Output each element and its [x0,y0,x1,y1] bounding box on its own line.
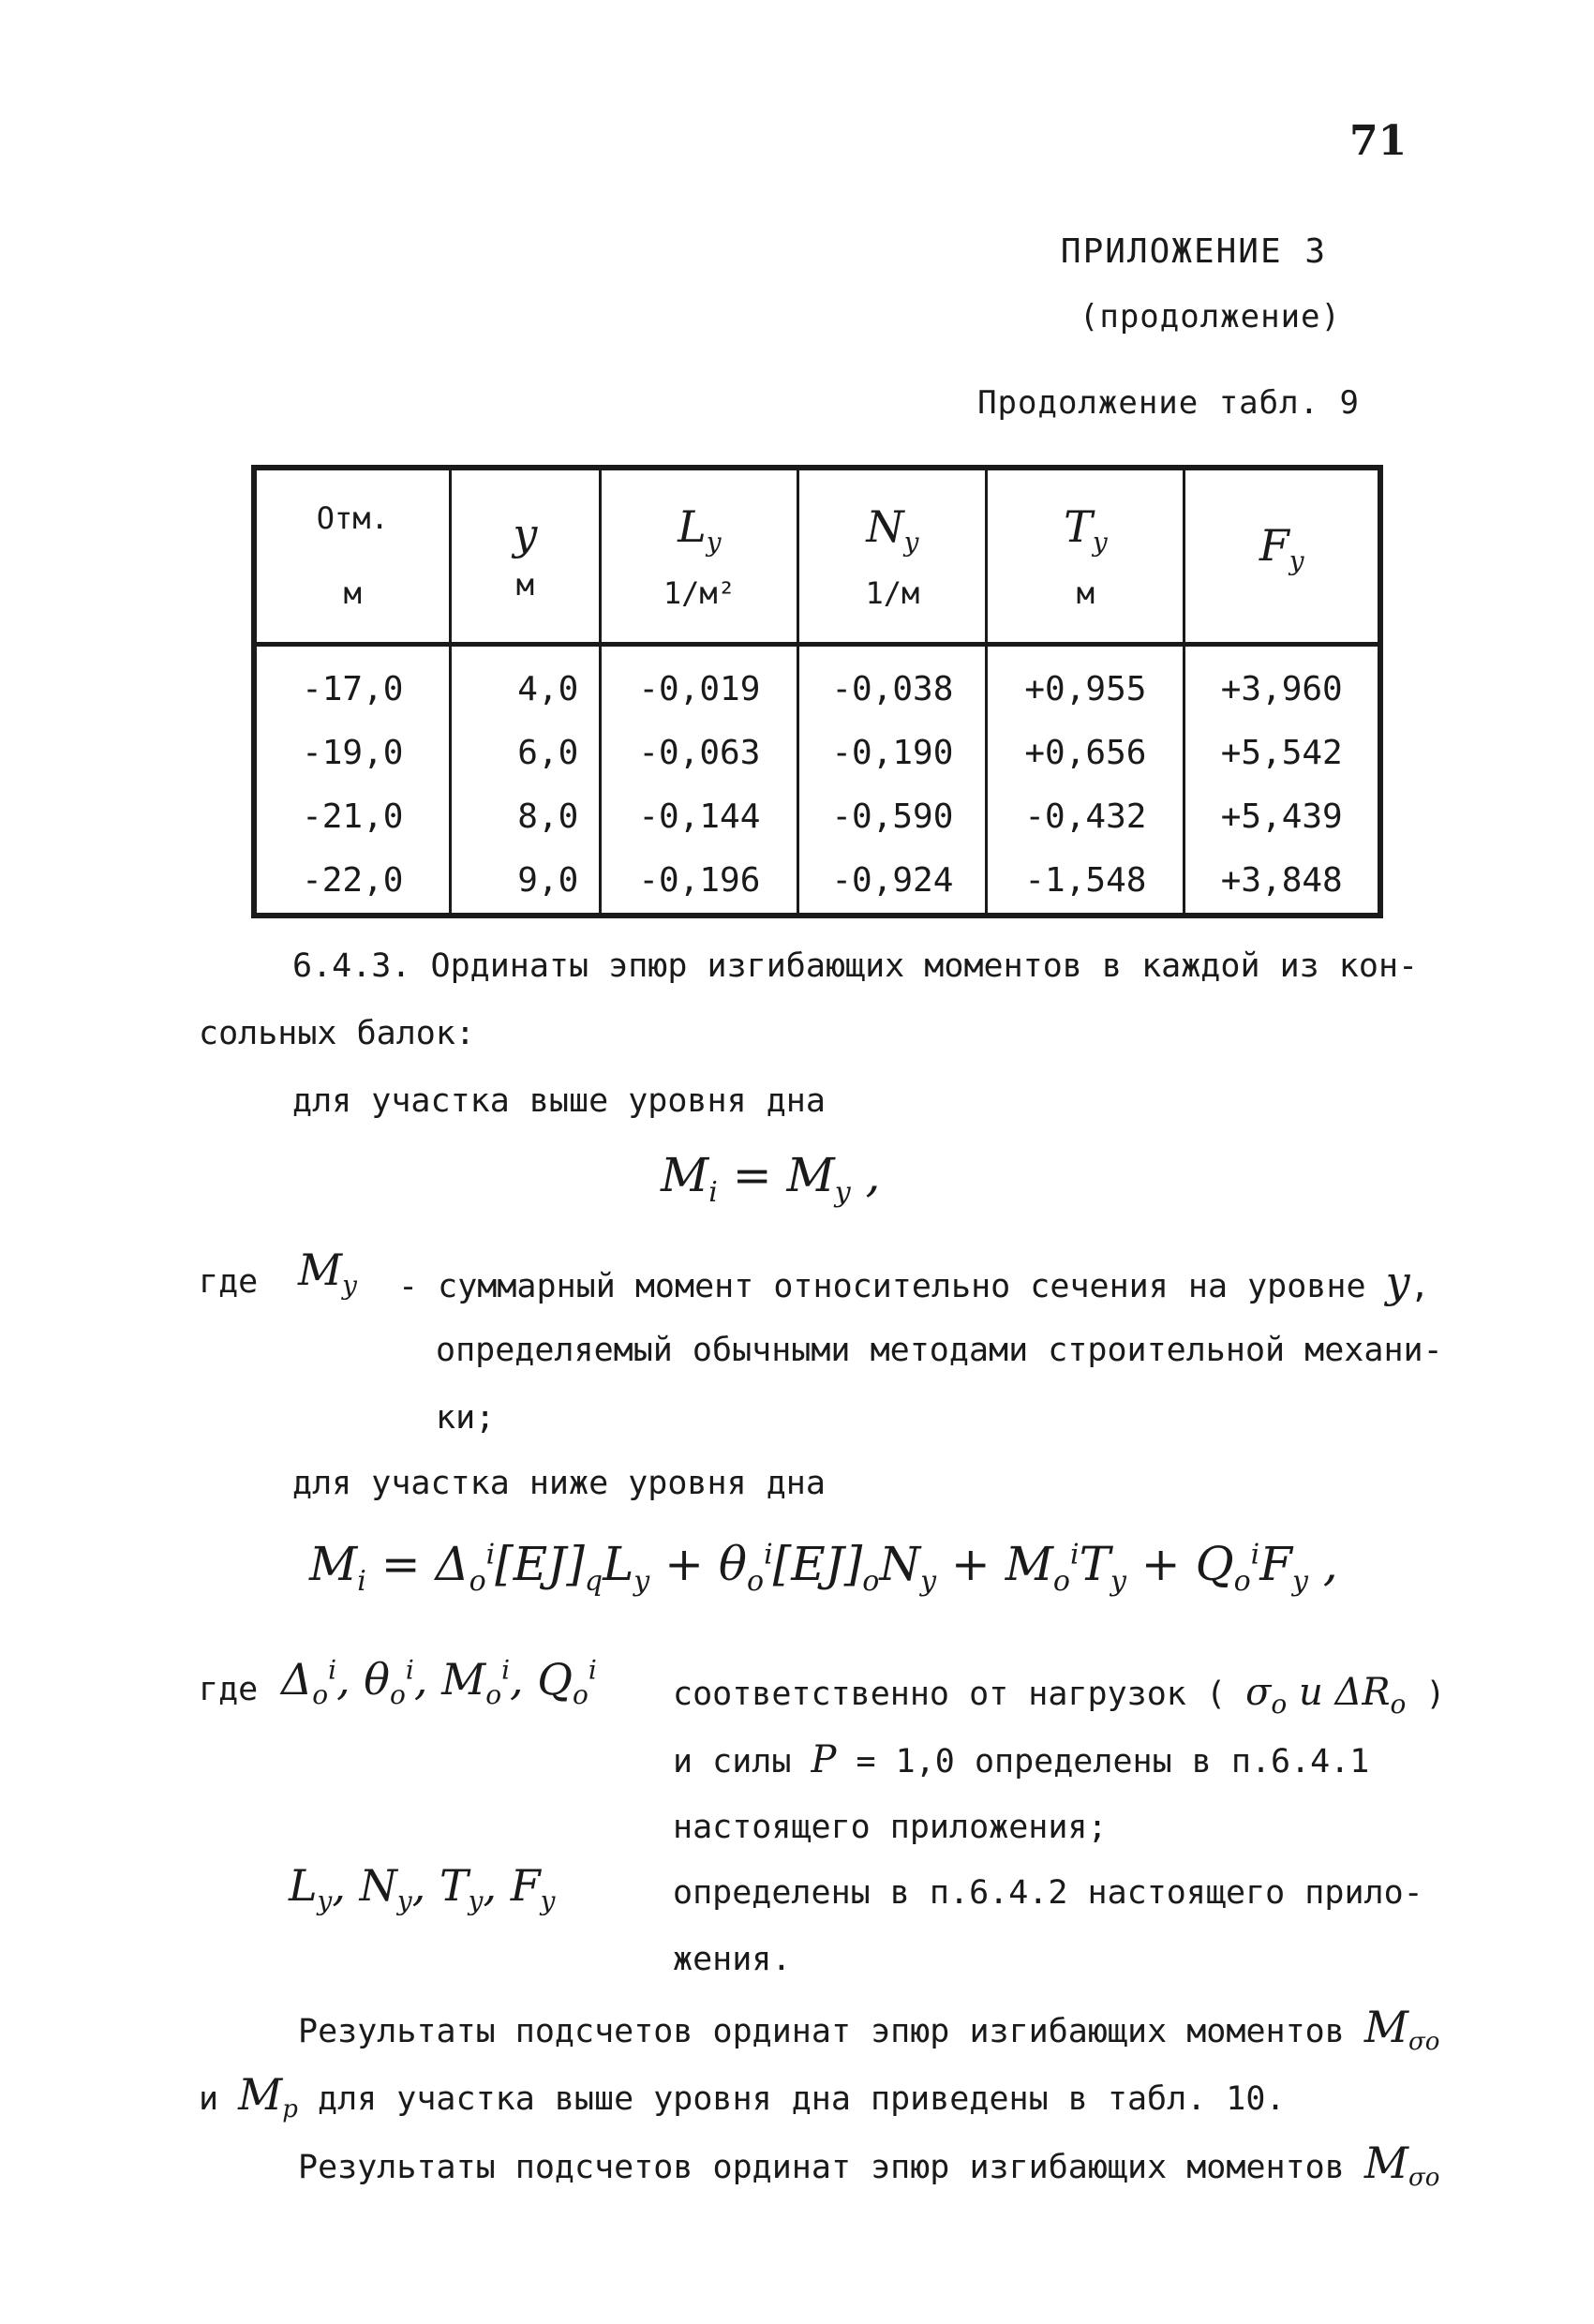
table-cell: +3,960 [1184,644,1380,722]
table-cell: 8,0 [450,785,601,849]
table-cell: -19,0 [302,734,404,772]
symbols-ly-ny-ty-fy: $L_y$, $N_y$, $T_y$, $F_y$ [289,1860,556,1917]
table-cell: -0,019 [601,644,798,722]
header-ny: $N_y$ 1/м [798,468,987,644]
where3-line1: определены в п.6.4.2 настоящего прило- [673,1874,1423,1912]
symbols-delta-theta-m-q: $\Delta_o^i$, $\theta_o^i$, $M_o^i$, $Q_o^i$ [281,1654,597,1711]
table-row [254,849,1380,916]
appendix-title: ПРИЛОЖЕНИЕ 3 [1060,232,1327,271]
header-y: y м [450,468,601,644]
table-cell: -0,924 [798,849,987,916]
table-row [254,722,1380,785]
results1-line1: Результаты подсчетов ординат эпюр изгибающих моментов $M_{\sigma o}$ [298,2002,1440,2056]
where1-line1: - суммарный момент относительно сечения на уровне y, [398,1257,1430,1307]
where2-line2: и силы P = 1,0 определены в п.6.4.1 [673,1738,1370,1781]
where-label-1: где [199,1263,259,1301]
table-cell: -0,038 [798,644,987,722]
where2-line1: соответственно от нагрузок ( $\sigma_o$ и $\Delta R_o$ ) [673,1671,1446,1720]
where1-line2: определяемый обычными методами строительной механи- [436,1332,1443,1369]
header-fy: $F_y$ [1184,468,1380,644]
table-cell: -0,144 [601,785,798,849]
formula-above-bottom: $M_i = M_y$ , [661,1148,881,1209]
table-cell: -0,432 [987,785,1184,849]
table-cell: 6,0 [450,722,601,785]
where2-line3: настоящего приложения; [673,1809,1108,1846]
table-cell: -21,0 [302,797,404,836]
table-cell: -1,548 [987,849,1184,916]
table-cell: -17,0 [302,670,404,708]
symbol-my: $M_y$ [298,1244,357,1302]
table-cell: +0,656 [987,722,1184,785]
table-cell: -0,063 [601,722,798,785]
table-cell: 9,0 [450,849,601,916]
table-cell: +5,439 [1184,785,1380,849]
table-cell: 4,0 [450,644,601,722]
where1-line3: ки; [436,1399,496,1437]
table-cell: -0,590 [798,785,987,849]
below-bottom-label: для участка ниже уровня дна [292,1465,826,1502]
data-table [251,465,1383,918]
table-header-row [254,468,1380,644]
paragraph-643-line1: 6.4.3. Ординаты эпюр изгибающих моментов в каждой из кон- [292,947,1419,985]
formula-below-bottom: $M_i = \Delta_o^i[EJ]_qL_y + \theta_o^i[EJ]_oN_y + M_o^iT_y + Q_o^iF_y$ , [309,1537,1338,1598]
table-cell: +5,542 [1184,722,1380,785]
page-number: 71 [1349,117,1408,165]
header-ty: $T_y$ м [987,468,1184,644]
results1-line2: и $M_p$ для участка выше уровня дна приведены в табл. 10. [199,2069,1286,2123]
appendix-continuation: (продолжение) [1079,298,1341,335]
table-cell: -22,0 [302,861,404,900]
table-row [254,644,1380,722]
where-label-2: где [199,1671,259,1708]
table-row [254,785,1380,849]
table-cell: -0,196 [601,849,798,916]
table-caption: Продолжение табл. 9 [977,384,1360,422]
table-cell: -0,190 [798,722,987,785]
above-bottom-label: для участка выше уровня дна [292,1082,826,1120]
table-cell: +3,848 [1184,849,1380,916]
results2-line1: Результаты подсчетов ординат эпюр изгибающих моментов $M_{\sigma o}$ [298,2138,1440,2192]
header-ly: $L_y$ 1/м² [601,468,798,644]
paragraph-643-line2: сольных балок: [199,1015,476,1052]
table-cell: +0,955 [987,644,1184,722]
where3-line2: жения. [673,1941,792,1978]
header-elevation: Отм. м [254,468,450,644]
